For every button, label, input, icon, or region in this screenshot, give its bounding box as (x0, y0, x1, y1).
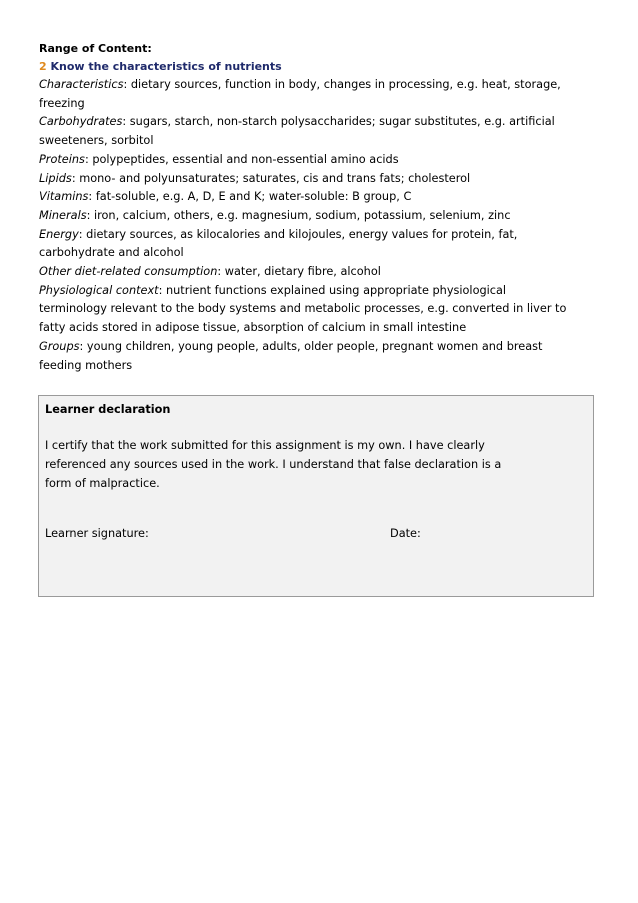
content-term: Vitamins (39, 190, 89, 204)
range-heading: Range of Content: (39, 42, 152, 55)
content-term: Characteristics (39, 78, 124, 91)
content-text: : sugars, starch, non-starch polysaccharides; sugar substitutes, e.g. artificial (122, 115, 555, 129)
content-line (39, 76, 599, 95)
content-line (39, 226, 599, 245)
content-line (39, 300, 599, 319)
content-text: : young children, young people, adults, older people, pregnant women and breast (79, 339, 543, 353)
content-term: Minerals (39, 208, 87, 222)
content-line (39, 113, 599, 132)
content-text: terminology relevant to the body systems and metabolic processes, e.g. converted in liver to (39, 302, 567, 316)
declaration-line: I certify that the work submitted for this assignment is my own. I have clearly (45, 439, 485, 452)
range-of-content (39, 40, 599, 375)
signature-row (45, 525, 585, 544)
learner-declaration-box (38, 395, 594, 597)
content-text: : mono- and polyunsaturates; saturates, cis and trans fats; cholesterol (71, 171, 471, 185)
content-line (39, 170, 599, 189)
content-line (39, 188, 599, 207)
declaration-line: referenced any sources used in the work. I understand that false declaration is a (45, 457, 502, 471)
learner-signature-label: Learner signature: (45, 527, 149, 540)
content-line (39, 132, 599, 151)
content-text: sweeteners, sorbitol (39, 134, 154, 148)
declaration-body (45, 437, 585, 493)
content-text: : nutrient functions explained using appropriate physiological (158, 283, 507, 297)
content-line (39, 282, 599, 301)
section-title (39, 58, 599, 76)
content-term: Proteins (39, 152, 85, 166)
content-line (39, 357, 599, 376)
content-lines (39, 76, 599, 375)
content-text: : fat-soluble, e.g. A, D, E and K; water-soluble: B group, C (88, 190, 412, 204)
content-term: Groups (39, 339, 80, 353)
content-text: freezing (39, 96, 85, 110)
content-text: : water, dietary fibre, alcohol (217, 265, 381, 279)
content-text: : polypeptides, essential and non-essential amino acids (84, 152, 399, 166)
content-text: : dietary sources, function in body, changes in processing, e.g. heat, storage, (123, 78, 561, 91)
content-line (39, 151, 599, 170)
content-line (39, 263, 599, 282)
content-line (39, 244, 599, 263)
content-term: Carbohydrates (39, 115, 123, 129)
declaration-title: Learner declaration (45, 403, 171, 416)
content-term: Other diet-related consumption (39, 265, 218, 279)
content-text: carbohydrate and alcohol (39, 246, 184, 260)
content-text: : dietary sources, as kilocalories and kilojoules, energy values for protein, fat, (78, 227, 518, 241)
declaration-line: form of malpractice. (45, 476, 160, 490)
section-title-text: Know the characteristics of nutrients (50, 60, 282, 73)
content-term: Lipids (39, 171, 72, 185)
content-term: Energy (39, 227, 79, 241)
section-number: 2 (39, 60, 47, 73)
content-line (39, 338, 599, 357)
content-text: feeding mothers (39, 358, 133, 372)
content-term: Physiological context (39, 283, 159, 297)
content-text: fatty acids stored in adipose tissue, absorption of calcium in small intestine (39, 321, 467, 335)
content-line (39, 207, 599, 226)
content-line (39, 95, 599, 114)
content-line (39, 319, 599, 338)
content-text: : iron, calcium, others, e.g. magnesium, sodium, potassium, selenium, zinc (86, 208, 511, 222)
date-label: Date: (390, 527, 421, 540)
